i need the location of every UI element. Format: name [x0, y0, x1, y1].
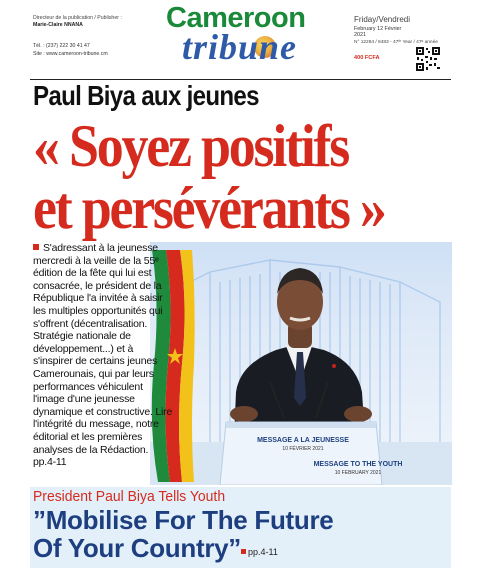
newspaper-logo — [158, 2, 318, 74]
page-reference-text: pp.4-11 — [248, 547, 278, 557]
issue-date: February 12 Février 2021 — [354, 26, 402, 38]
bullet-square-icon — [33, 244, 39, 250]
masthead — [0, 0, 481, 82]
podium-en-date: 10 FEBRUARY 2021 — [334, 470, 382, 476]
english-headline-line-1: ”Mobilise For The Future — [33, 505, 334, 535]
podium-en-title: MESSAGE TO THE YOUTH — [313, 461, 403, 468]
logo-tribune-text: tribune — [182, 27, 298, 67]
podium-caption-en — [288, 461, 428, 477]
english-subhead: President Paul Biya Tells Youth — [33, 488, 226, 505]
lead-text: S'adressant à la jeunesse mercredi à la veille de la 55ᵉ édition de la fête qui lui est consacrée, le président de la République l'a invitée à saisir les multiples opportunités qui s'offrent (décentralisation. Stratégie nationale de développement...) et à s'inspirer de certains jeunes Camerounais, qui par leurs performances véhiculent l'image d'une jeunesse dynamique et constructive. Lire l'intégrité du message, notre éditorial et les premières analyses de la Rédaction. pp.4-11 — [33, 242, 173, 469]
lead-paragraph — [33, 242, 173, 469]
director-name: Marie-Claire NNANA — [33, 22, 83, 28]
issue-number: N° 12284 / 8483 - 47ᵗʰ Year / 47ᵉ année — [354, 40, 438, 45]
issue-price: 400 FCFA — [354, 55, 380, 61]
qr-code-icon — [416, 47, 440, 71]
podium-fr-title: MESSAGE A LA JEUNESSE — [257, 437, 349, 444]
english-headline-line-2 — [33, 533, 453, 564]
website-address: Site : www.cameroon-tribune.cm — [33, 51, 108, 57]
english-headline-line-2-text: Of Your Country” — [33, 533, 242, 563]
director-label: Directeur de la publication / Publisher : — [33, 15, 122, 21]
podium-caption-fr — [238, 437, 368, 453]
headline-kicker: Paul Biya aux jeunes — [33, 80, 259, 111]
headline-line-1: « Soyez positifs — [33, 113, 348, 179]
issue-info — [354, 15, 438, 61]
podium-fr-date: 10 FÉVRIER 2021 — [282, 446, 324, 452]
bullet-square-icon — [241, 549, 246, 554]
logo-cameroon-text: Cameroon — [166, 2, 306, 34]
headline-line-2: et persévérants » — [33, 175, 385, 241]
page-reference — [241, 547, 278, 557]
phone-number: Tél. : (237) 222 30 41 47 — [33, 43, 90, 49]
issue-day: Friday/Vendredi — [354, 15, 411, 24]
